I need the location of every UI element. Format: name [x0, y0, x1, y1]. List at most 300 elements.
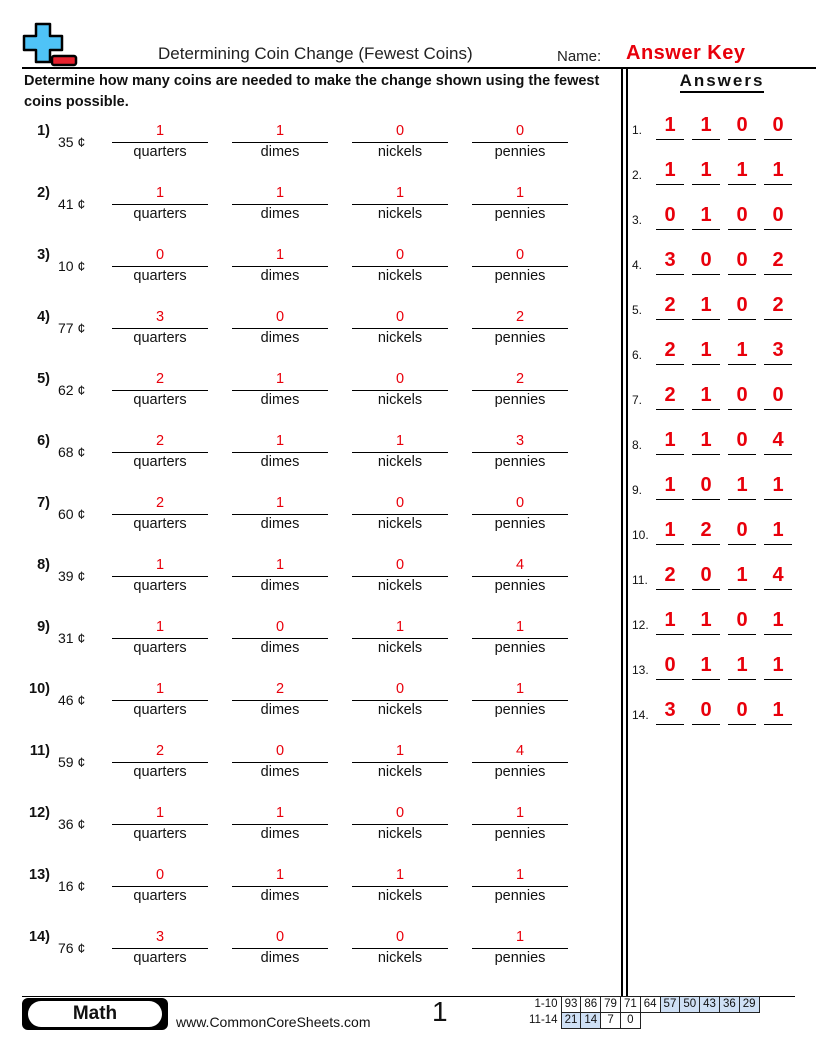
answer-key-cell — [764, 339, 792, 365]
score-range-label: 1-10 — [534, 998, 558, 1010]
answer-line — [112, 266, 208, 267]
nickels-field[interactable] — [352, 247, 448, 287]
answer-key-cell — [728, 699, 756, 725]
quarters-field[interactable] — [112, 681, 208, 721]
nickels-field[interactable] — [352, 805, 448, 845]
answer-line — [472, 824, 568, 825]
answer-value: 0 — [395, 309, 405, 325]
pennies-field[interactable] — [472, 123, 568, 163]
answer-key-digit: 1 — [700, 159, 712, 181]
nickels-field[interactable] — [352, 867, 448, 907]
answer-value: 0 — [515, 495, 525, 511]
answer-key-digit: 1 — [700, 339, 712, 361]
nickels-field[interactable] — [352, 371, 448, 411]
answer-line — [232, 390, 328, 391]
answer-key-digit: 1 — [736, 564, 748, 586]
answer-key-cell — [692, 339, 720, 365]
answer-key-digit: 0 — [772, 384, 784, 406]
problem-number: 7) — [37, 495, 50, 511]
problem-row — [0, 309, 620, 371]
nickels-field[interactable] — [352, 743, 448, 783]
quarters-field[interactable] — [112, 185, 208, 225]
answer-key-digit: 2 — [700, 519, 712, 541]
answer-key-underline — [656, 409, 684, 410]
answer-key-cell — [728, 474, 756, 500]
answer-key-underline — [692, 229, 720, 230]
field-label: quarters — [133, 640, 187, 656]
problem-amount: 60 ¢ — [58, 506, 86, 522]
worksheet-title: Determining Coin Change (Fewest Coins) — [158, 44, 473, 63]
dimes-field[interactable] — [232, 557, 328, 597]
answer-key-number: 12. — [632, 618, 649, 632]
pennies-field[interactable] — [472, 929, 568, 969]
quarters-field[interactable] — [112, 929, 208, 969]
answer-line — [472, 700, 568, 701]
answer-line — [472, 576, 568, 577]
answer-key-underline — [728, 409, 756, 410]
answer-line — [232, 700, 328, 701]
problem-row — [0, 743, 620, 805]
quarters-field[interactable] — [112, 495, 208, 535]
dimes-field[interactable] — [232, 495, 328, 535]
dimes-field[interactable] — [232, 805, 328, 845]
answer-key-cell — [656, 474, 684, 500]
problem-number: 6) — [37, 433, 50, 449]
problem-number: 4) — [37, 309, 50, 325]
answer-value: 0 — [395, 681, 405, 697]
answer-value: 1 — [275, 185, 285, 201]
answer-key-cell — [656, 654, 684, 680]
nickels-field[interactable] — [352, 495, 448, 535]
problem-row — [0, 371, 620, 433]
answer-key-underline — [692, 499, 720, 500]
answer-key-underline — [692, 544, 720, 545]
answer-key-underline — [692, 319, 720, 320]
nickels-field[interactable] — [352, 433, 448, 473]
answer-key-cell — [692, 384, 720, 410]
pennies-field[interactable] — [472, 805, 568, 845]
answer-key-digit: 1 — [664, 114, 676, 136]
dimes-field[interactable] — [232, 743, 328, 783]
field-label: dimes — [260, 144, 300, 160]
quarters-field[interactable] — [112, 619, 208, 659]
problem-number: 14) — [29, 929, 50, 945]
answer-line — [112, 328, 208, 329]
answer-line — [112, 824, 208, 825]
answer-line — [112, 948, 208, 949]
pennies-field[interactable] — [472, 681, 568, 721]
answer-key-underline — [764, 229, 792, 230]
answer-key-digit: 1 — [772, 519, 784, 541]
problem-number: 11) — [29, 743, 50, 759]
problem-number: 8) — [37, 557, 50, 573]
answer-key-underline — [764, 634, 792, 635]
answer-key-digit: 1 — [700, 204, 712, 226]
answer-value: 0 — [275, 309, 285, 325]
field-label: pennies — [494, 454, 546, 470]
answer-key-row — [632, 699, 802, 729]
answer-key-number: 7. — [632, 393, 643, 407]
field-label: quarters — [133, 888, 187, 904]
answer-key-underline — [656, 229, 684, 230]
score-cell: 14 — [581, 1013, 601, 1029]
problem-amount: 10 ¢ — [58, 258, 86, 274]
header-divider — [22, 67, 816, 69]
dimes-field[interactable] — [232, 433, 328, 473]
answer-key-digit: 2 — [664, 384, 676, 406]
quarters-field[interactable] — [112, 247, 208, 287]
nickels-field[interactable] — [352, 123, 448, 163]
answer-key-underline — [728, 364, 756, 365]
pennies-field[interactable] — [472, 309, 568, 349]
answer-key-cell — [656, 564, 684, 590]
answer-key-cell — [728, 339, 756, 365]
answer-value: 1 — [515, 929, 525, 945]
answer-key-digit: 0 — [772, 204, 784, 226]
answer-key-cell — [692, 294, 720, 320]
answer-key-cell — [728, 384, 756, 410]
problem-number: 10) — [29, 681, 50, 697]
answer-line — [352, 204, 448, 205]
answer-key-cell — [692, 699, 720, 725]
problem-row — [0, 619, 620, 681]
score-cell: 79 — [601, 997, 621, 1013]
answer-key-cell — [764, 429, 792, 455]
answer-key-underline — [692, 184, 720, 185]
answer-line — [112, 576, 208, 577]
answer-value: 1 — [155, 557, 165, 573]
answer-key-digit: 0 — [736, 609, 748, 631]
answer-line — [112, 700, 208, 701]
score-range-label: 11-14 — [529, 1014, 558, 1026]
answer-key-cell — [656, 699, 684, 725]
answer-line — [472, 204, 568, 205]
answer-key-underline — [692, 409, 720, 410]
answer-key-digit: 1 — [700, 384, 712, 406]
answer-key-cell — [692, 519, 720, 545]
answer-value: 0 — [395, 495, 405, 511]
field-label: pennies — [494, 826, 546, 842]
answer-key-digit: 1 — [700, 294, 712, 316]
field-label: dimes — [260, 392, 300, 408]
answer-line — [232, 576, 328, 577]
answer-key-digit: 2 — [664, 564, 676, 586]
answer-value: 1 — [275, 371, 285, 387]
answer-key-number: 1. — [632, 123, 643, 137]
field-label: quarters — [133, 578, 187, 594]
answer-key-cell — [764, 609, 792, 635]
answer-line — [352, 266, 448, 267]
answer-key-cell — [692, 204, 720, 230]
answer-key-digit: 0 — [736, 114, 748, 136]
pennies-field[interactable] — [472, 495, 568, 535]
nickels-field[interactable] — [352, 185, 448, 225]
nickels-field[interactable] — [352, 929, 448, 969]
quarters-field[interactable] — [112, 371, 208, 411]
answer-key-underline — [764, 589, 792, 590]
answer-key-cell — [728, 519, 756, 545]
answer-key-underline — [728, 319, 756, 320]
answer-value: 1 — [275, 805, 285, 821]
field-label: pennies — [494, 702, 546, 718]
answer-line — [472, 514, 568, 515]
answer-line — [472, 638, 568, 639]
answer-key-underline — [764, 679, 792, 680]
dimes-field[interactable] — [232, 309, 328, 349]
field-label: pennies — [494, 516, 546, 532]
answer-key-underline — [728, 724, 756, 725]
answer-line — [112, 886, 208, 887]
answer-key-underline — [656, 274, 684, 275]
answer-value: 2 — [515, 371, 525, 387]
score-cell: 57 — [660, 997, 680, 1013]
field-label: dimes — [260, 578, 300, 594]
pennies-field[interactable] — [472, 185, 568, 225]
answer-key-cell — [764, 564, 792, 590]
quarters-field[interactable] — [112, 123, 208, 163]
quarters-field[interactable] — [112, 433, 208, 473]
problem-amount: 41 ¢ — [58, 196, 86, 212]
answer-key-underline — [728, 139, 756, 140]
answer-key-underline — [692, 454, 720, 455]
nickels-field[interactable] — [352, 309, 448, 349]
field-label: dimes — [260, 640, 300, 656]
answer-key-underline — [728, 229, 756, 230]
quarters-field[interactable] — [112, 805, 208, 845]
dimes-field[interactable] — [232, 867, 328, 907]
answer-key-digit: 0 — [736, 429, 748, 451]
answer-key-number: 10. — [632, 528, 649, 542]
field-label: quarters — [133, 702, 187, 718]
answer-key-digit: 1 — [700, 114, 712, 136]
field-label: quarters — [133, 454, 187, 470]
answer-key-row — [632, 384, 802, 414]
field-label: nickels — [377, 826, 423, 842]
field-label: pennies — [494, 578, 546, 594]
answer-value: 1 — [515, 681, 525, 697]
answer-key-digit: 1 — [772, 474, 784, 496]
dimes-field[interactable] — [232, 929, 328, 969]
answer-line — [352, 452, 448, 453]
pennies-field[interactable] — [472, 557, 568, 597]
answer-key-underline — [656, 544, 684, 545]
answer-key-digit: 1 — [664, 609, 676, 631]
answer-line — [232, 762, 328, 763]
nickels-field[interactable] — [352, 619, 448, 659]
answer-key-digit: 0 — [736, 204, 748, 226]
pennies-field[interactable] — [472, 619, 568, 659]
field-label: pennies — [494, 392, 546, 408]
website-link[interactable]: www.CommonCoreSheets.com — [176, 1014, 371, 1030]
dimes-field[interactable] — [232, 123, 328, 163]
answer-key-row — [632, 339, 802, 369]
answer-key-cell — [764, 519, 792, 545]
answer-key-cell — [728, 609, 756, 635]
problem-row — [0, 433, 620, 495]
answer-key-underline — [764, 319, 792, 320]
answer-value: 4 — [515, 557, 525, 573]
answer-key-number: 9. — [632, 483, 643, 497]
answer-line — [472, 142, 568, 143]
pennies-field[interactable] — [472, 867, 568, 907]
answer-line — [472, 328, 568, 329]
answer-key-digit: 1 — [700, 654, 712, 676]
field-label: dimes — [260, 826, 300, 842]
answer-value: 0 — [275, 929, 285, 945]
quarters-field[interactable] — [112, 743, 208, 783]
problem-number: 9) — [37, 619, 50, 635]
problem-amount: 31 ¢ — [58, 630, 86, 646]
answer-key-cell — [764, 204, 792, 230]
score-cell: 86 — [581, 997, 601, 1013]
answer-key-row — [632, 609, 802, 639]
answer-key-digit: 0 — [700, 249, 712, 271]
answer-key-digit: 0 — [664, 204, 676, 226]
name-label: Name: — [557, 48, 602, 65]
score-cell: 93 — [561, 997, 581, 1013]
answer-key-number: 3. — [632, 213, 643, 227]
nickels-field[interactable] — [352, 557, 448, 597]
score-cell: 7 — [601, 1013, 621, 1029]
answer-key-underline — [656, 499, 684, 500]
answer-key-underline — [656, 184, 684, 185]
answer-value: 2 — [275, 681, 285, 697]
answer-key-digit: 1 — [736, 654, 748, 676]
answer-value: 0 — [395, 123, 405, 139]
answer-line — [352, 700, 448, 701]
field-label: nickels — [377, 950, 423, 966]
answer-key-cell — [728, 249, 756, 275]
field-label: nickels — [377, 392, 423, 408]
field-label: dimes — [260, 516, 300, 532]
answer-key-cell — [656, 609, 684, 635]
answer-key-underline — [764, 409, 792, 410]
score-cell: 21 — [561, 1013, 581, 1029]
field-label: nickels — [377, 702, 423, 718]
field-label: dimes — [260, 702, 300, 718]
answer-key-underline — [692, 364, 720, 365]
answer-key-cell — [728, 564, 756, 590]
quarters-field[interactable] — [112, 557, 208, 597]
answer-value: 1 — [515, 867, 525, 883]
problem-row — [0, 929, 620, 991]
answer-key-digit: 0 — [700, 564, 712, 586]
answer-line — [352, 638, 448, 639]
problem-amount: 16 ¢ — [58, 878, 86, 894]
answer-key-digit: 0 — [700, 699, 712, 721]
quarters-field[interactable] — [112, 309, 208, 349]
field-label: dimes — [260, 454, 300, 470]
answer-line — [352, 514, 448, 515]
answer-value: 1 — [275, 867, 285, 883]
instructions: Determine how many coins are needed to make the change shown using the fewest coins possible. — [24, 73, 600, 110]
answer-key-underline — [656, 319, 684, 320]
answer-key-underline — [692, 274, 720, 275]
answer-key-cell — [656, 114, 684, 140]
answer-line — [472, 266, 568, 267]
answer-key-digit: 0 — [700, 474, 712, 496]
pennies-field[interactable] — [472, 371, 568, 411]
answer-key-underline — [764, 454, 792, 455]
problem-number: 1) — [37, 123, 50, 139]
pennies-field[interactable] — [472, 743, 568, 783]
field-label: pennies — [494, 206, 546, 222]
answer-value: 0 — [515, 247, 525, 263]
answer-line — [232, 638, 328, 639]
problem-row — [0, 867, 620, 929]
column-divider — [626, 69, 628, 996]
answer-value: 3 — [155, 929, 165, 945]
field-label: pennies — [494, 144, 546, 160]
answer-key-cell — [764, 159, 792, 185]
problem-number: 13) — [29, 867, 50, 883]
answer-key-underline — [764, 499, 792, 500]
answer-line — [232, 452, 328, 453]
answer-key-underline — [764, 364, 792, 365]
answer-key-digit: 0 — [664, 654, 676, 676]
answer-key-digit: 1 — [772, 699, 784, 721]
dimes-field[interactable] — [232, 185, 328, 225]
answer-line — [112, 390, 208, 391]
problem-row — [0, 123, 620, 185]
answer-value: 1 — [395, 743, 405, 759]
answer-key-number: 2. — [632, 168, 643, 182]
dimes-field[interactable] — [232, 681, 328, 721]
answer-value: 1 — [275, 123, 285, 139]
answer-key-underline — [656, 679, 684, 680]
answer-key-underline — [764, 724, 792, 725]
quarters-field[interactable] — [112, 867, 208, 907]
answer-key-digit: 0 — [772, 114, 784, 136]
answer-key-underline — [692, 589, 720, 590]
answer-value: 2 — [155, 371, 165, 387]
problem-row — [0, 805, 620, 867]
answer-key-underline — [656, 364, 684, 365]
pennies-field[interactable] — [472, 247, 568, 287]
answer-key-row — [632, 429, 802, 459]
dimes-field[interactable] — [232, 371, 328, 411]
answer-value: 1 — [155, 619, 165, 635]
dimes-field[interactable] — [232, 619, 328, 659]
field-label: dimes — [260, 330, 300, 346]
field-label: nickels — [377, 206, 423, 222]
problem-row — [0, 185, 620, 247]
field-label: quarters — [133, 764, 187, 780]
answer-key-cell — [728, 654, 756, 680]
nickels-field[interactable] — [352, 681, 448, 721]
math-badge — [22, 998, 168, 1030]
answer-value: 0 — [395, 929, 405, 945]
answer-key-underline — [692, 724, 720, 725]
answer-key-cell — [764, 384, 792, 410]
answer-key-digit: 0 — [736, 519, 748, 541]
answer-key-cell — [692, 249, 720, 275]
answer-value: 1 — [515, 805, 525, 821]
answer-value: 1 — [395, 433, 405, 449]
answer-key-digit: 0 — [736, 249, 748, 271]
answer-value: 1 — [275, 557, 285, 573]
answer-key-underline — [692, 139, 720, 140]
pennies-field[interactable] — [472, 433, 568, 473]
field-label: nickels — [377, 144, 423, 160]
dimes-field[interactable] — [232, 247, 328, 287]
answer-key-digit: 3 — [772, 339, 784, 361]
answer-key-underline — [728, 679, 756, 680]
answer-value: 2 — [155, 495, 165, 511]
answer-key-underline — [692, 679, 720, 680]
field-label: nickels — [377, 268, 423, 284]
field-label: pennies — [494, 268, 546, 284]
